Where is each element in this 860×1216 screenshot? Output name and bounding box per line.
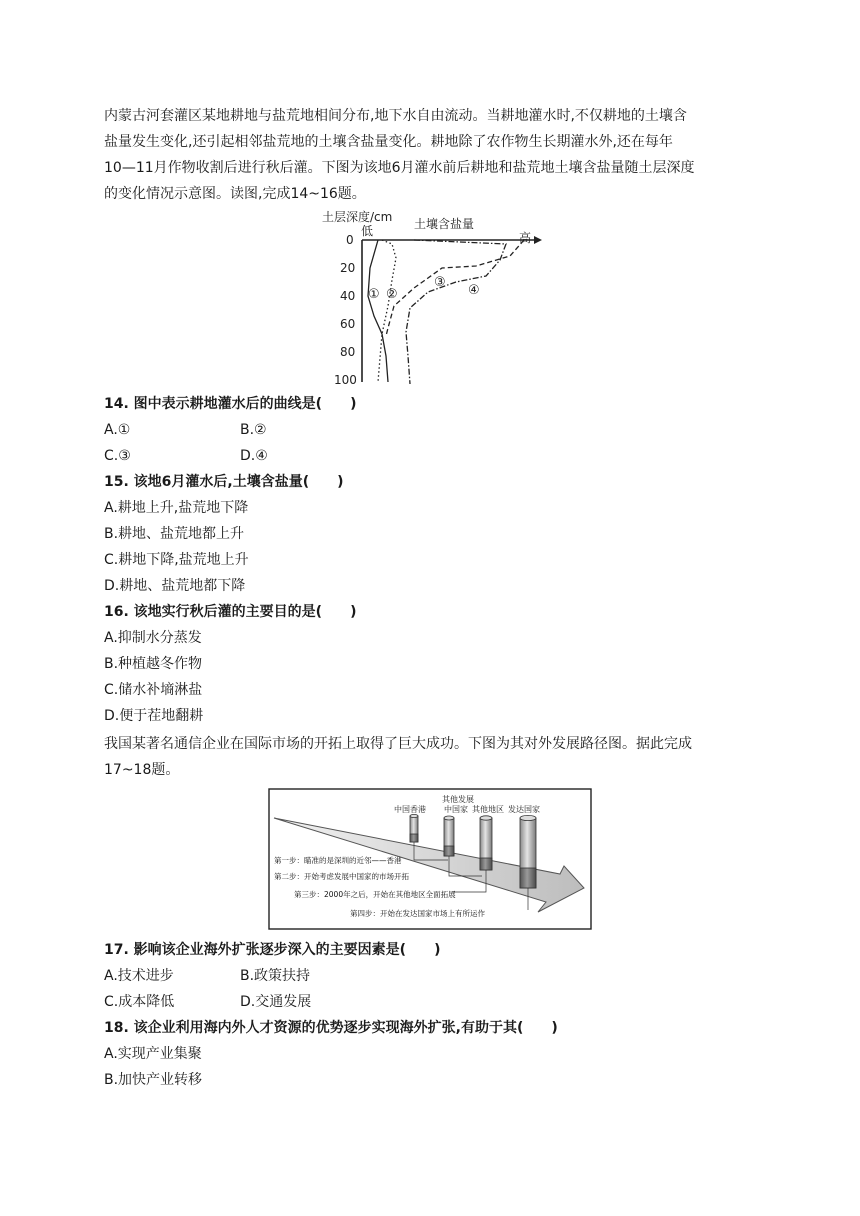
cylinder-1 (410, 814, 418, 842)
salinity-depth-figure (310, 206, 550, 390)
col-label-hongkong: 中国香港 (394, 805, 426, 814)
expansion-path-figure (268, 788, 592, 930)
figure1-low-label: 低 (361, 224, 374, 238)
q15-option-a[interactable]: A.耕地上升,盐荒地下降 (104, 500, 249, 516)
ytick-80: 80 (340, 345, 356, 359)
q16-option-d[interactable]: D.便于茬地翻耕 (104, 708, 204, 724)
step4-text: 第四步：开始在发达国家市场上有所运作 (350, 909, 485, 918)
q15-stem: 15. 该地6月灌水后,土壤含盐量( ) (104, 474, 344, 490)
q14-option-a[interactable]: A.① (104, 422, 131, 438)
cylinder-2 (444, 816, 454, 856)
x-axis-arrow (534, 236, 542, 244)
figure1-xlabel: 土壤含盐量 (414, 217, 475, 231)
q17-option-a[interactable]: A.技术进步 (104, 968, 174, 984)
cylinder-4 (520, 815, 536, 888)
cylinder-3 (480, 816, 492, 870)
col-label-developing-bottom: 中国家 (444, 805, 468, 814)
intro1-line1: 内蒙古河套灌区某地耕地与盐荒地相间分布,地下水自由流动。当耕地灌水时,不仅耕地的土壤含 (104, 108, 687, 124)
q14-option-d[interactable]: D.④ (240, 448, 268, 464)
intro1-line4: 的变化情况示意图。读图,完成14~16题。 (104, 186, 366, 202)
intro1-line2: 盐量发生变化,还引起相邻盐荒地的土壤含盐量变化。耕地除了农作物生长期灌水外,还在每年 (104, 134, 673, 150)
ytick-20: 20 (340, 261, 356, 275)
col-label-developing-top: 其他发展 (442, 795, 474, 804)
curve-2-label: ② (386, 287, 398, 302)
ytick-40: 40 (340, 289, 356, 303)
q18-option-a[interactable]: A.实现产业集聚 (104, 1046, 202, 1062)
step3-text: 第三步：2000年之后，开始在其他地区全面拓展 (294, 890, 456, 899)
q17-option-b[interactable]: B.政策扶持 (240, 968, 311, 984)
q14-stem: 14. 图中表示耕地灌水后的曲线是( ) (104, 396, 357, 412)
step1-text: 第一步：瞄准的是深圳的近邻——香港 (274, 856, 402, 865)
q18-stem: 18. 该企业利用海内外人才资源的优势逐步实现海外扩张,有助于其( ) (104, 1020, 558, 1036)
q17-option-d[interactable]: D.交通发展 (240, 994, 312, 1010)
figure1-high-label: 高 (519, 231, 532, 245)
q18-option-b[interactable]: B.加快产业转移 (104, 1072, 203, 1088)
q16-stem: 16. 该地实行秋后灌的主要目的是( ) (104, 604, 357, 620)
curve-1 (368, 240, 388, 382)
curve-3-label: ③ (434, 275, 446, 290)
curve-4-label: ④ (468, 283, 480, 298)
curve-1-label: ① (368, 287, 380, 302)
q15-option-d[interactable]: D.耕地、盐荒地都下降 (104, 578, 246, 594)
q14-option-c[interactable]: C.③ (104, 448, 131, 464)
ytick-0: 0 (346, 233, 354, 247)
q17-option-c[interactable]: C.成本降低 (104, 994, 175, 1010)
col-label-other-regions: 其他地区 (472, 805, 504, 814)
ytick-60: 60 (340, 317, 356, 331)
intro1-line3: 10—11月作物收割后进行秋后灌。下图为该地6月灌水前后耕地和盐荒地土壤含盐量随土层深度 (104, 160, 695, 176)
q16-option-b[interactable]: B.种植越冬作物 (104, 656, 203, 672)
q15-option-b[interactable]: B.耕地、盐荒地都上升 (104, 526, 245, 542)
intro2-line2: 17~18题。 (104, 762, 180, 778)
intro2-line1: 我国某著名通信企业在国际市场的开拓上取得了巨大成功。下图为其对外发展路径图。据此完成 (104, 736, 692, 752)
curve-3 (386, 240, 524, 336)
q16-option-a[interactable]: A.抑制水分蒸发 (104, 630, 202, 646)
q17-stem: 17. 影响该企业海外扩张逐步深入的主要因素是( ) (104, 942, 441, 958)
step2-text: 第二步：开始考虑发展中国家的市场开拓 (274, 872, 409, 881)
figure1-ylabel: 土层深度/cm (322, 210, 393, 224)
q15-option-c[interactable]: C.耕地下降,盐荒地上升 (104, 552, 249, 568)
q16-option-c[interactable]: C.储水补墒淋盐 (104, 682, 203, 698)
ytick-100: 100 (334, 373, 357, 387)
col-label-developed: 发达国家 (508, 805, 540, 814)
q14-option-b[interactable]: B.② (240, 422, 267, 438)
